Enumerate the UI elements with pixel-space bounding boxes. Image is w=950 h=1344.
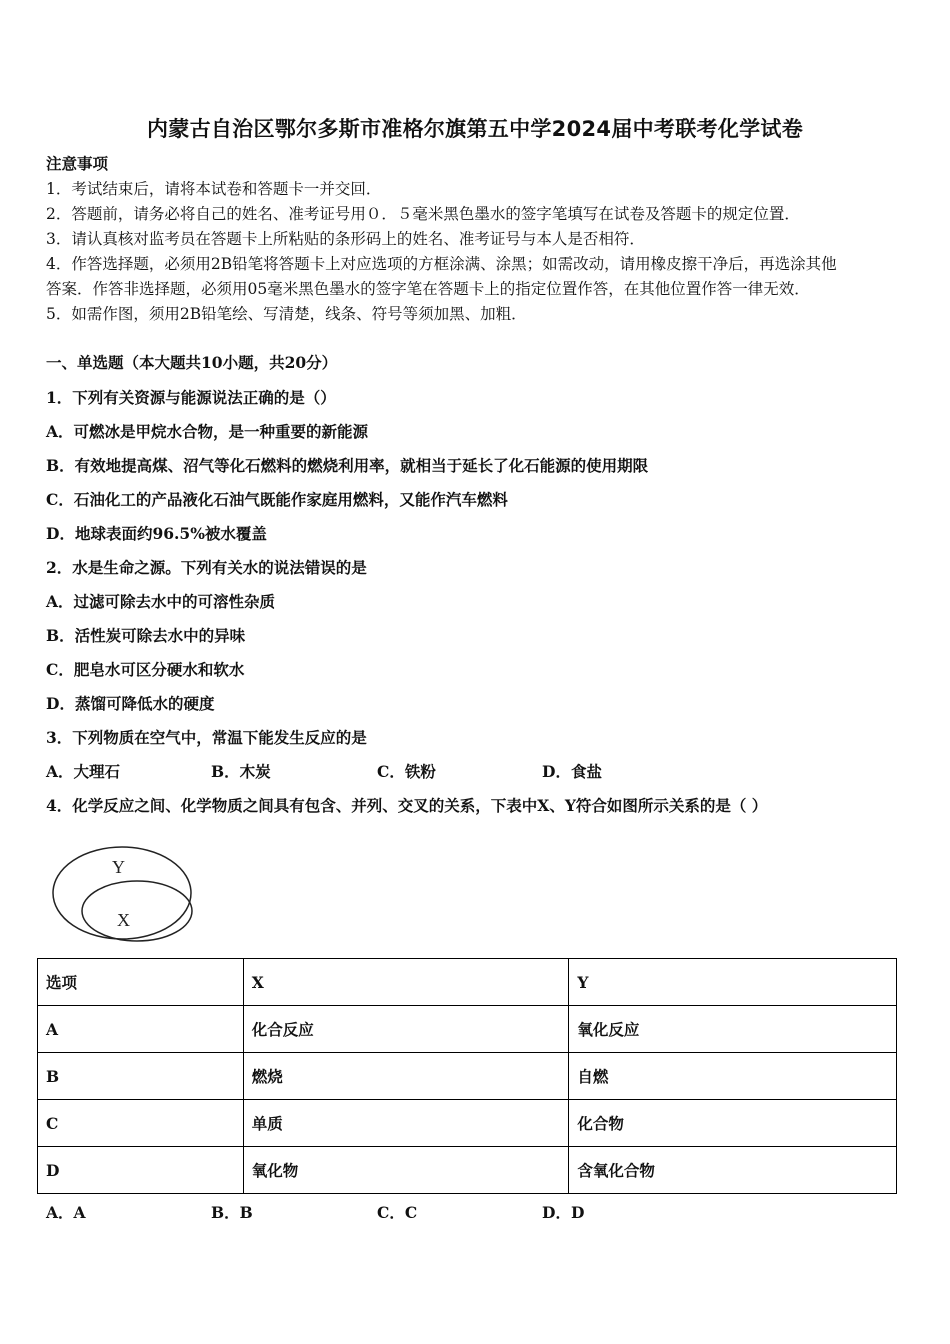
- table-header-cell: Y: [569, 959, 897, 1006]
- question-4-stem: 4．化学反应之间、化学物质之间具有包含、并列、交叉的关系，下表中X、Y符合如图所示关系的是（ ）: [46, 796, 768, 815]
- table-row: [38, 1147, 897, 1194]
- notice-line: 2．答题前，请务必将自己的姓名、准考证号用０．５毫米黑色墨水的签字笔填写在试卷及答题卡的规定位置．: [46, 205, 800, 223]
- notice-line: 3．请认真核对监考员在答题卡上所粘贴的条形码上的姓名、准考证号与本人是否相符．: [46, 230, 645, 248]
- table-cell: 燃烧: [243, 1053, 569, 1100]
- question-1-option-b: B．有效地提高煤、沼气等化石燃料的燃烧利用率，就相当于延长了化石能源的使用期限: [46, 456, 649, 475]
- question-4-option-b: B．B: [211, 1203, 253, 1222]
- notice-line: 4．作答选择题，必须用2B铅笔将答题卡上对应选项的方框涂满、涂黑；如需改动，请用橡皮擦干净后，再选涂其他: [46, 255, 837, 273]
- table-header-cell: X: [243, 959, 569, 1006]
- inner-ellipse-x: [82, 881, 192, 941]
- table-cell: C: [38, 1100, 244, 1147]
- question-3-option-d: D．食盐: [542, 762, 602, 781]
- question-2-option-d: D．蒸馏可降低水的硬度: [46, 694, 215, 713]
- question-4-option-a: A．A: [46, 1203, 86, 1222]
- question-1-stem: 1．下列有关资源与能源说法正确的是（）: [46, 388, 336, 407]
- table-cell: 含氧化合物: [569, 1147, 897, 1194]
- table-cell: 氧化反应: [569, 1006, 897, 1053]
- venn-diagram: [50, 843, 200, 943]
- table-cell: B: [38, 1053, 244, 1100]
- table-cell: A: [38, 1006, 244, 1053]
- notice-line: 答案．作答非选择题，必须用05毫米黑色墨水的签字笔在答题卡上的指定位置作答，在其他位置作答一律无效．: [46, 280, 810, 298]
- venn-label-y: Y: [112, 857, 125, 877]
- question-3-option-a: A．大理石: [46, 762, 121, 781]
- question-3-option-c: C．铁粉: [377, 762, 436, 781]
- notice-line: 5．如需作图，须用2B铅笔绘、写清楚，线条、符号等须加黑、加粗．: [46, 305, 527, 323]
- notice-line: 1．考试结束后，请将本试卷和答题卡一并交回．: [46, 180, 382, 198]
- question-3-stem: 3．下列物质在空气中，常温下能发生反应的是: [46, 728, 367, 747]
- venn-label-x: X: [117, 910, 130, 930]
- table-cell: 化合物: [569, 1100, 897, 1147]
- question-2-option-a: A．过滤可除去水中的可溶性杂质: [46, 592, 276, 611]
- question-3-option-b: B．木炭: [211, 762, 271, 781]
- relation-table: [37, 958, 897, 1194]
- table-row: [38, 1006, 897, 1053]
- table-cell: 氧化物: [243, 1147, 569, 1194]
- table-cell: 自燃: [569, 1053, 897, 1100]
- table-header-cell: 选项: [38, 959, 244, 1006]
- question-1-option-c: C．石油化工的产品液化石油气既能作家庭用燃料，又能作汽车燃料: [46, 490, 508, 509]
- question-4-option-d: D．D: [542, 1203, 585, 1222]
- question-1-option-d: D．地球表面约96.5%被水覆盖: [46, 524, 267, 543]
- table-header-row: [38, 959, 897, 1006]
- question-2-option-b: B．活性炭可除去水中的异味: [46, 626, 246, 645]
- question-4-option-c: C．C: [377, 1203, 418, 1222]
- table-row: [38, 1100, 897, 1147]
- table-row: [38, 1053, 897, 1100]
- section-heading: 一、单选题（本大题共10小题，共20分）: [46, 353, 338, 372]
- notice-heading: 注意事项: [46, 154, 109, 173]
- page-title: 内蒙古自治区鄂尔多斯市准格尔旗第五中学2024届中考联考化学试卷: [146, 117, 804, 141]
- table-cell: 单质: [243, 1100, 569, 1147]
- table-cell: 化合反应: [243, 1006, 569, 1053]
- question-2-stem: 2．水是生命之源。下列有关水的说法错误的是: [46, 558, 367, 577]
- question-1-option-a: A．可燃冰是甲烷水合物，是一种重要的新能源: [46, 422, 369, 441]
- table-cell: D: [38, 1147, 244, 1194]
- question-2-option-c: C．肥皂水可区分硬水和软水: [46, 660, 245, 679]
